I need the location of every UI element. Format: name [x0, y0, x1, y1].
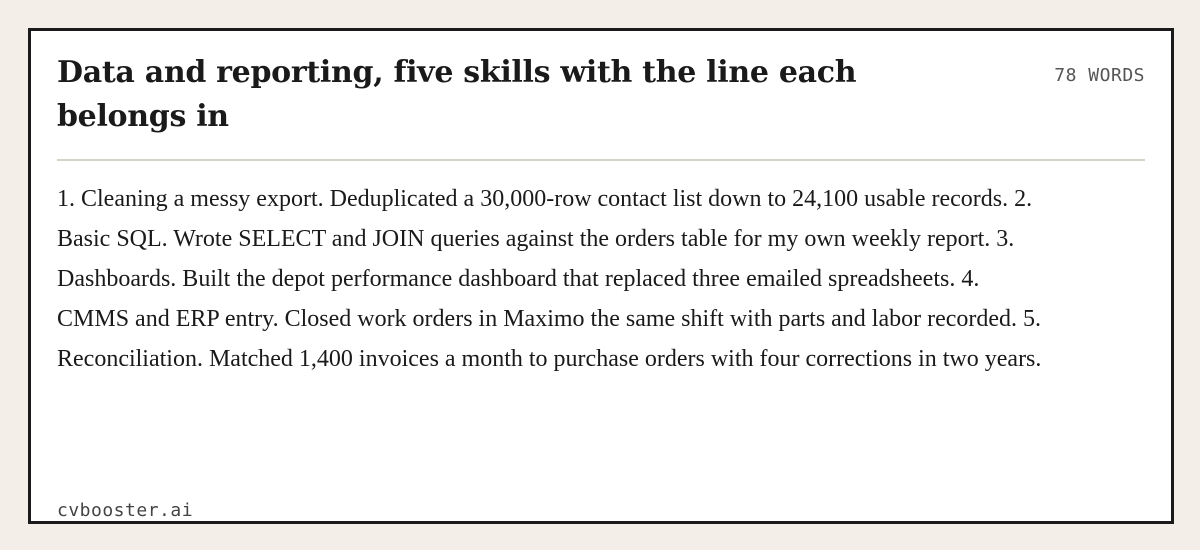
skills-card: [28, 28, 1174, 524]
card-title: Data and reporting, five skills with the line each belongs in: [57, 55, 857, 134]
header-divider: [57, 159, 1145, 161]
brand-footer: cvbooster.ai: [57, 500, 194, 521]
skills-body-text: 1. Cleaning a messy export. Deduplicated a 30,000-row contact list down to 24,100 usable records. 2. Basic SQL. Wrote SELECT and JOIN queries against the orders table for my own weekly report. 3. Dashboards. Built the depot performance dashboard that replaced three emailed spreadsheets. 4. CMMS and ERP entry. Closed work orders in Maximo the same shift with parts and labor recorded. 5. Reconciliation. Matched 1,400 invoices a month to purchase orders with four corrections in two years.: [57, 186, 1042, 372]
word-count-label: 78 WORDS: [1054, 65, 1145, 86]
